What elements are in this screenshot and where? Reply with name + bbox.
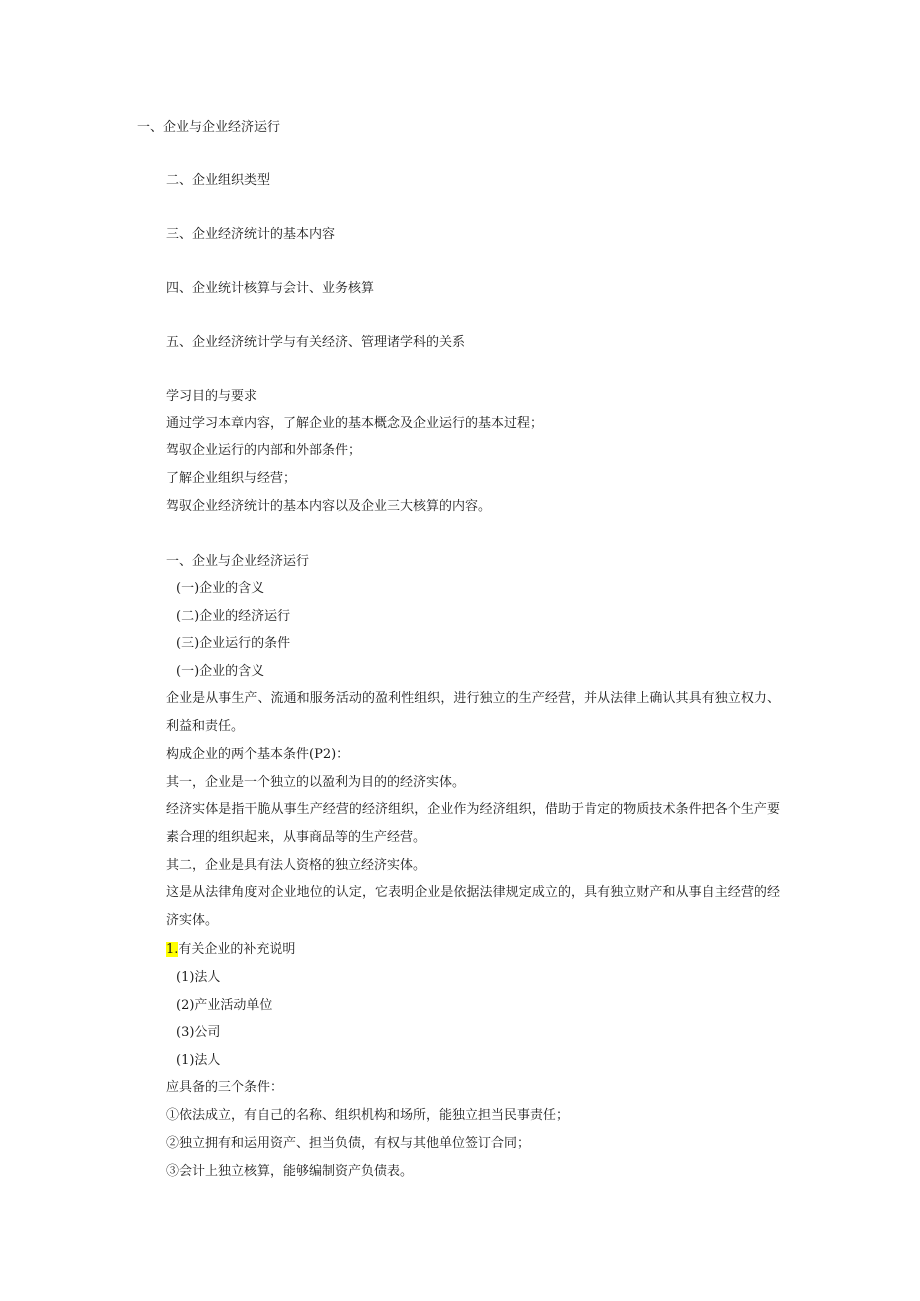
outline-item-1: 一、企业与企业经济运行 [137, 120, 281, 135]
section-title: 一、企业与企业经济运行 [166, 554, 310, 569]
outline-item-5: 五、企业经济统计学与有关经济、管理诸学科的关系 [166, 335, 466, 350]
supplement-item-2: (2)产业活动单位 [176, 998, 273, 1013]
supplement-item-4: (1)法人 [176, 1053, 221, 1068]
condition-2: 其二，企业是具有法人资格的独立经济实体。 [166, 858, 427, 873]
objective-item-1: 通过学习本章内容，了解企业的基本概念及企业运行的基本过程； [166, 416, 544, 431]
objective-item-3: 了解企业组织与经营； [166, 471, 297, 486]
condition-2-description: 这是从法律角度对企业地位的认定，它表明企业是依据法律规定成立的，具有独立财产和从事自主经营的经济实体。 [166, 885, 780, 928]
supplement-heading [166, 940, 295, 960]
section-sub-1: (一)企业的含义 [176, 581, 265, 596]
supplement-title: 有关企业的补充说明 [178, 942, 296, 957]
outline-item-3: 三、企业经济统计的基本内容 [166, 227, 336, 242]
conditions-title: 构成企业的两个基本条件(P2)： [166, 747, 350, 762]
section-sub-4: (一)企业的含义 [176, 664, 265, 679]
objectives-title: 学习目的与要求 [166, 389, 258, 404]
condition-1: 其一，企业是一个独立的以盈利为目的的经济实体。 [166, 775, 466, 790]
outline-item-4: 四、企业统计核算与会计、业务核算 [166, 281, 375, 296]
supplement-item-3: (3)公司 [176, 1025, 221, 1040]
section-sub-3: (三)企业运行的条件 [176, 636, 291, 651]
objective-item-2: 驾驭企业运行的内部和外部条件； [166, 443, 362, 458]
supplement-item-1: (1)法人 [176, 970, 221, 985]
condition-1-description: 经济实体是指干脆从事生产经营的经济组织，企业作为经济组织，借助于肯定的物质技术条件把各个生产要素合理的组织起来，从事商品等的生产经营。 [166, 802, 780, 845]
highlighted-number: 1. [166, 942, 179, 957]
requirement-2: ②独立拥有和运用资产、担当负债，有权与其他单位签订合同； [166, 1136, 531, 1151]
requirements-title: 应具备的三个条件： [166, 1080, 284, 1095]
definition-paragraph: 企业是从事生产、流通和服务活动的盈利性组织，进行独立的生产经营，并从法律上确认其具有独立权力、利益和责任。 [166, 691, 780, 734]
objective-item-4: 驾驭企业经济统计的基本内容以及企业三大核算的内容。 [166, 499, 492, 514]
outline-item-2: 二、企业组织类型 [166, 173, 271, 188]
section-sub-2: (二)企业的经济运行 [176, 609, 291, 624]
requirement-1: ①依法成立，有自己的名称、组织机构和场所，能独立担当民事责任； [166, 1108, 570, 1123]
requirement-3: ③会计上独立核算，能够编制资产负债表。 [166, 1164, 414, 1179]
